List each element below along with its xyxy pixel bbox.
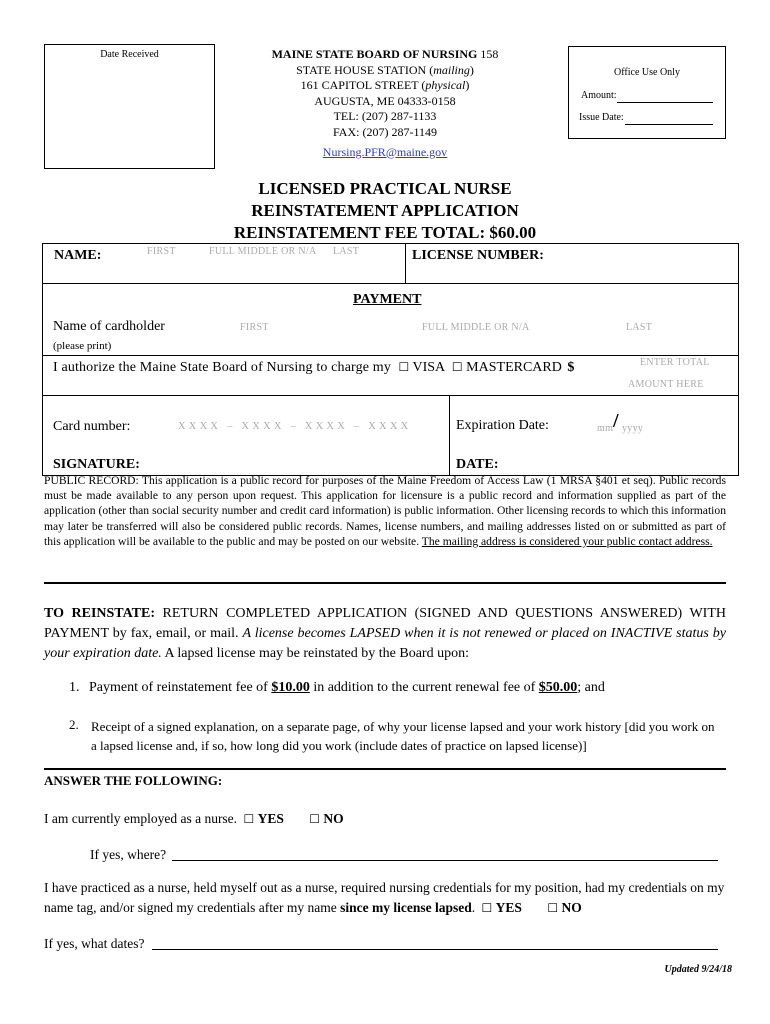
title-line-3: REINSTATEMENT FEE TOTAL: $60.00 xyxy=(233,223,537,242)
q1-where-label: If yes, where? xyxy=(90,847,167,862)
reinstate-item-2-number: 2. xyxy=(69,717,79,732)
question-2: I have practiced as a nurse, held myself out as a nurse, required nursing credentials for my position, had my credentials on my name tag, and/or signed my credentials after my name since my license lapsed. ☐ YES ☐ NO xyxy=(44,880,725,915)
address-line-2: STATE HOUSE STATION (mailing) xyxy=(296,62,474,77)
mastercard-label: MASTERCARD xyxy=(466,360,562,375)
board-number: 158 xyxy=(477,47,499,61)
license-number-label: LICENSE NUMBER: xyxy=(412,248,544,263)
date-received-label: Date Received xyxy=(100,49,159,60)
issue-date-line[interactable] xyxy=(625,124,713,125)
divider-authorize xyxy=(42,355,739,356)
reinstate-text-1: RETURN COMPLETED APPLICATION (SIGNED AND QUESTIONS ANSWERED) WITH PAYMENT by fax, email, or mail. xyxy=(44,606,726,641)
q2-yes-checkbox[interactable]: ☐ xyxy=(481,901,493,915)
name-middle-placeholder[interactable]: FULL MIDDLE OR N/A xyxy=(209,246,317,257)
reinstate-paragraph xyxy=(44,604,726,664)
amount-line[interactable] xyxy=(617,102,713,103)
card-number-label: Card number: xyxy=(53,419,131,434)
reinstate-item-2-text: Receipt of a signed explanation, on a separate page, of why your license lapsed and your work history [did you work on a lapsed license and, if so, how long did you work (include dates of practice on lapsed license)] xyxy=(91,719,715,753)
q2-dates-line[interactable] xyxy=(152,949,718,950)
q1-no-label: NO xyxy=(323,811,344,826)
dollar-sign: $ xyxy=(567,360,575,375)
title-line-1: LICENSED PRACTICAL NURSE xyxy=(258,179,512,198)
exp-month-placeholder[interactable]: mm xyxy=(597,423,614,434)
exp-slash: / xyxy=(613,410,619,432)
reinstate-heading: TO REINSTATE: xyxy=(44,606,156,621)
title-line-2: REINSTATEMENT APPLICATION xyxy=(251,201,519,220)
amount-row xyxy=(581,90,617,101)
authorize-text: I authorize the Maine State Board of Nursing to charge my xyxy=(53,360,391,375)
question-2-text: I have practiced as a nurse, held myself out as a nurse, required nursing credentials for my position, had my credentials on my name tag, and/or signed my credentials after my name xyxy=(44,880,725,915)
tel-line: TEL: (207) 287-1133 xyxy=(333,109,437,124)
mastercard-checkbox[interactable]: ☐ xyxy=(451,360,463,374)
office-use-box xyxy=(568,46,726,139)
q1-yes-label: YES xyxy=(257,811,284,826)
reinstate-text-2: A lapsed license may be reinstated by the Board upon: xyxy=(161,646,469,661)
name-label: NAME: xyxy=(54,248,102,263)
answer-following-title: ANSWER THE FOLLOWING: xyxy=(44,773,223,788)
name-first-placeholder[interactable]: FIRST xyxy=(147,246,176,257)
q1-where-line[interactable] xyxy=(172,860,718,861)
issue-date-label: Issue Date: xyxy=(579,112,624,123)
address-line-3: 161 CAPITOL STREET (physical) xyxy=(300,78,470,93)
amount-here-placeholder[interactable]: AMOUNT HERE xyxy=(628,379,704,390)
q1-no-checkbox[interactable]: ☐ xyxy=(309,812,320,826)
q2-no-label: NO xyxy=(561,900,582,915)
item-1-text-a: Payment of reinstatement fee of xyxy=(89,680,272,695)
q1-yes-checkbox[interactable]: ☐ xyxy=(243,812,255,826)
issue-date-row xyxy=(579,112,624,123)
q2-yes-label: YES xyxy=(495,900,522,915)
board-name-line xyxy=(225,47,545,63)
enter-total-placeholder[interactable]: ENTER TOTAL xyxy=(640,357,710,368)
board-address xyxy=(225,47,545,160)
public-record-underlined: The mailing address is considered your public contact address. xyxy=(421,534,713,548)
public-record-text: PUBLIC RECORD: This application is a public record for purposes of the Maine Freedom of Access Law (1 MRSA §401 et seq). Public records must be made available to any person upon request. This application for licensure is a public record and information supplied as part of the application (other than social security number and credit card information) is public information. Other licensing records to which this information may later be transferred will also be considered public records. Names, license numbers, and mailing addresses listed on or submitted as part of this application will be available to the public and may be posted on our website. xyxy=(44,474,726,548)
updated-date: Updated 9/24/18 xyxy=(664,964,732,975)
item-1-text-b: in addition to the current renewal fee of xyxy=(309,680,539,695)
expiration-label: Expiration Date: xyxy=(456,418,549,433)
cardholder-middle-placeholder[interactable]: FULL MIDDLE OR N/A xyxy=(422,322,530,333)
authorize-row xyxy=(53,360,574,376)
item-1-number: 1. xyxy=(69,680,80,695)
board-name: MAINE STATE BOARD OF NURSING xyxy=(271,47,478,61)
divider-card xyxy=(42,395,739,396)
cardholder-label: Name of cardholder xyxy=(53,319,165,334)
public-record-paragraph xyxy=(44,473,726,549)
question-1-text: I am currently employed as a nurse. xyxy=(44,811,238,826)
question-2-emphasis: since my license lapsed xyxy=(340,900,472,915)
question-1 xyxy=(44,811,344,827)
reinstate-lapsed-note: A license becomes LAPSED when it is not renewed or placed on INACTIVE status by your expiration date. xyxy=(44,626,727,661)
divider-card-exp xyxy=(449,395,450,476)
renewal-fee: $50.00 xyxy=(538,680,578,695)
please-print-note: (please print) xyxy=(53,340,112,352)
section-divider-2 xyxy=(44,768,726,770)
reinstate-item-1 xyxy=(69,680,605,696)
office-use-label: Office Use Only xyxy=(614,67,680,78)
card-number-placeholder[interactable]: X X X X – X X X X – X X X X – X X X X xyxy=(178,421,409,432)
payment-title: PAYMENT xyxy=(353,292,422,307)
date-received-box xyxy=(44,44,215,169)
email-link[interactable]: Nursing.PFR@maine.gov xyxy=(322,144,448,159)
item-1-text-c: ; and xyxy=(577,680,605,695)
cardholder-first-placeholder[interactable]: FIRST xyxy=(240,322,269,333)
visa-checkbox[interactable]: ☐ xyxy=(398,360,410,374)
exp-year-placeholder[interactable]: yyyy xyxy=(622,423,644,434)
signature-label: SIGNATURE: xyxy=(53,457,140,472)
q2-dates-label: If yes, what dates? xyxy=(44,936,145,951)
divider-name-license xyxy=(405,243,406,283)
cardholder-last-placeholder[interactable]: LAST xyxy=(626,322,653,333)
divider-name-row xyxy=(42,283,739,284)
visa-label: VISA xyxy=(412,360,445,375)
reinstatement-fee: $10.00 xyxy=(271,680,310,695)
name-last-placeholder[interactable]: LAST xyxy=(333,246,360,257)
address-line-4: AUGUSTA, ME 04333-0158 xyxy=(314,93,456,108)
fax-line: FAX: (207) 287-1149 xyxy=(333,124,437,139)
amount-label: Amount: xyxy=(581,90,617,101)
section-divider-1 xyxy=(44,582,726,584)
date-label: DATE: xyxy=(456,457,499,472)
form-title xyxy=(0,178,770,244)
q2-no-checkbox[interactable]: ☐ xyxy=(547,901,559,915)
